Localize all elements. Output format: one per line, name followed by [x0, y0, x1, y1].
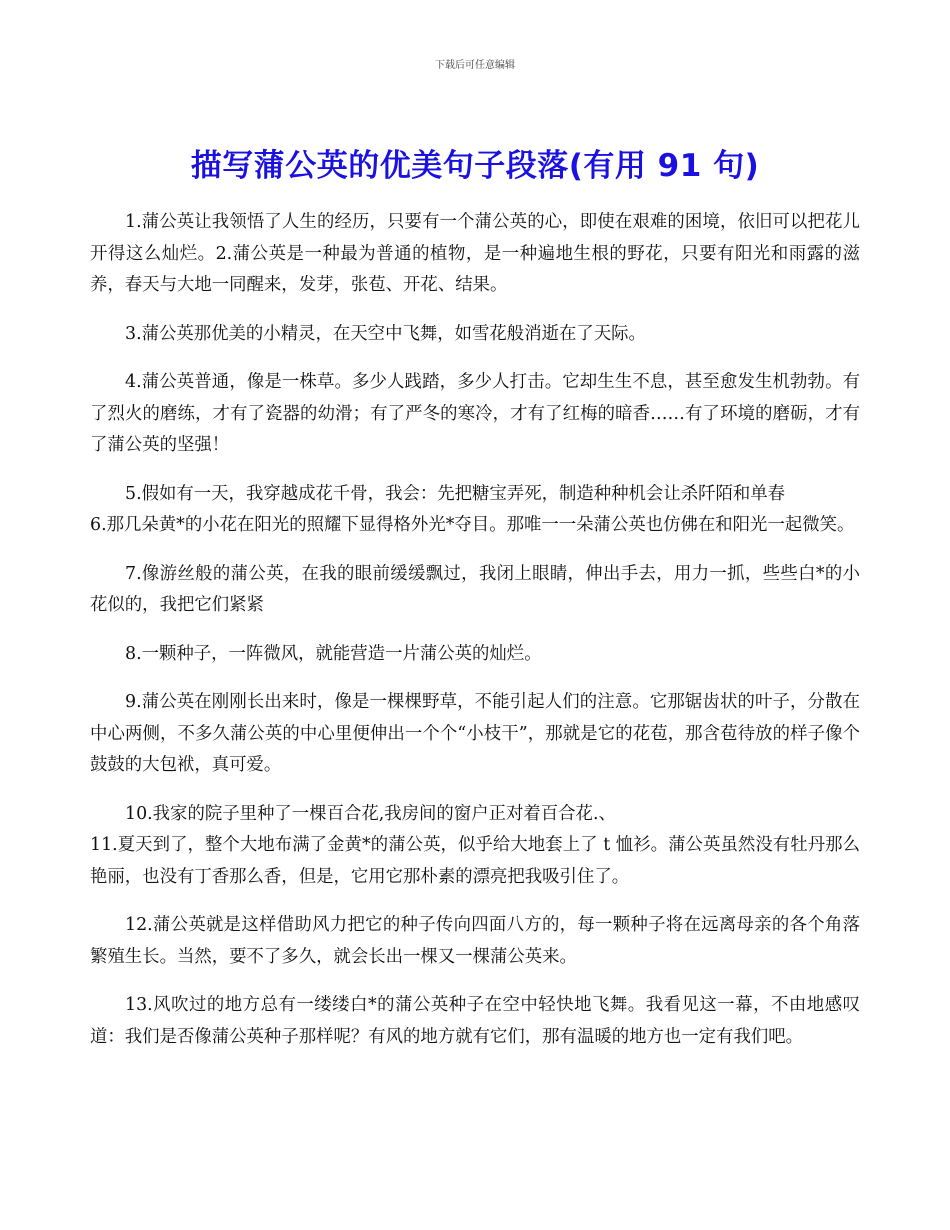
paragraph-4: 4.蒲公英普通，像是一株草。多少人践踏，多少人打击。它却生生不息，甚至愈发生机勃勃。有了烈火的磨练，才有了瓷器的幼滑；有了严冬的寒冷，才有了红梅的暗香……有了环境的磨砺，才有了蒲公英的坚强！ — [90, 372, 860, 455]
paragraph-6: 6.那几朵黄*的小花在阳光的照耀下显得格外光*夺目。那唯一一朵蒲公英也仿佛在和阳光一起微笑。 — [90, 515, 855, 535]
document-title: 描写蒲公英的优美句子段落(有用 91 句) — [190, 148, 760, 184]
paragraph-7: 7.像游丝般的蒲公英，在我的眼前缓缓飘过，我闭上眼睛，伸出手去，用力一抓，些些白*的小花似的，我把它们紧紧 — [90, 563, 860, 615]
paragraph-13: 13.风吹过的地方总有一缕缕白*的蒲公英种子在空中轻快地飞舞。我看见这一幕，不由地感叹道：我们是否像蒲公英种子那样呢？有风的地方就有它们，那有温暖的地方也一定有我们吧。 — [90, 995, 860, 1047]
paragraph-8: 8.一颗种子，一阵微风，就能营造一片蒲公英的灿烂。 — [125, 643, 542, 664]
paragraph-12: 12.蒲公英就是这样借助风力把它的种子传向四面八方的，每一颗种子将在远离母亲的各个角落繁殖生长。当然，要不了多久，就会长出一棵又一棵蒲公英来。 — [90, 915, 860, 967]
header-note: 下载后可任意编辑 — [435, 60, 515, 71]
paragraph-10: 10.我家的院子里种了一棵百合花,我房间的窗户正对着百合花.、 — [125, 803, 616, 824]
paragraph-11: 11.夏天到了，整个大地布满了金黄*的蒲公英，似乎给大地套上了 t 恤衫。蒲公英虽然没有牡丹那么艳丽，也没有丁香那么香，但是，它用它那朴素的漂亮把我吸引住了。 — [90, 835, 860, 887]
paragraph-3: 3.蒲公英那优美的小精灵，在天空中飞舞，如雪花般消逝在了天际。 — [125, 323, 646, 344]
document-body — [90, 207, 860, 1070]
paragraph-9: 9.蒲公英在刚刚长出来时，像是一棵棵野草，不能引起人们的注意。它那锯齿状的叶子，分散在中心两侧，不多久蒲公英的中心里便伸出一个个“小枝干”，那就是它的花苞，那含苞待放的样子像个鼓鼓的大包袱，真可爱。 — [90, 692, 860, 775]
paragraph-5: 5.假如有一天，我穿越成花千骨，我会：先把糖宝弄死，制造种种机会让杀阡陌和单春 — [125, 483, 786, 504]
paragraph-1: 1.蒲公英让我领悟了人生的经历，只要有一个蒲公英的心，即使在艰难的困境，依旧可以把花儿开得这么灿烂。2.蒲公英是一种最为普通的植物，是一种遍地生根的野花，只要有阳光和雨露的滋养，春天与大地一同醒来，发芽，张苞、开花、结果。 — [90, 212, 860, 295]
